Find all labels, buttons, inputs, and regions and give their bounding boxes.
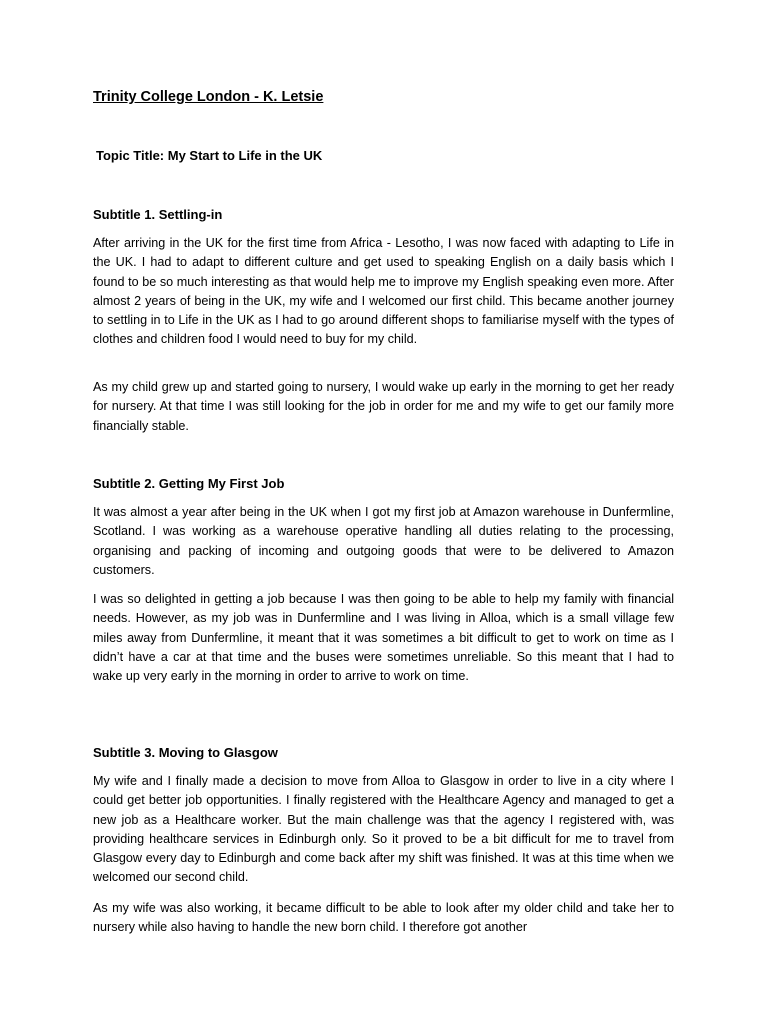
section-2-paragraph-1: It was almost a year after being in the UK when I got my first job at Amazon warehouse in Dunfermline, Scotland. I was working as a warehouse operative handling all duties relating to the processing, organising and packing of incoming and outgoing goods that were to be delivered to Amazon customers. (93, 505, 674, 577)
topic-title: Topic Title: My Start to Life in the UK (96, 148, 323, 163)
document-header: Trinity College London - K. Letsie (93, 89, 324, 105)
section-1-subtitle: Subtitle 1. Settling-in (93, 207, 223, 222)
section-3-subtitle: Subtitle 3. Moving to Glasgow (93, 745, 278, 760)
section-1-paragraph-1: After arriving in the UK for the first time from Africa - Lesotho, I was now faced with adapting to Life in the UK. I had to adapt to different culture and get used to speaking English on a daily basis which I found to be so much interesting as that would help me to improve my English speaking even more. After almost 2 years of being in the UK, my wife and I welcomed our first child. This became another journey to settling in to Life in the UK as I had to go around different shops to familiarise myself with the types of clothes and children food I would need to buy for my child. (93, 236, 674, 347)
section-2-paragraph-2: I was so delighted in getting a job because I was then going to be able to help my family with financial needs. However, as my job was in Dunfermline and I was living in Alloa, which is a small village few miles away from Dunfermline, it meant that it was sometimes a bit difficult to get to work on time as I didn’t have a car at that time and the buses were sometimes unreliable. So this meant that I had to wake up very early in the morning in order to arrive to work on time. (93, 592, 674, 684)
section-2-subtitle: Subtitle 2. Getting My First Job (93, 476, 285, 491)
section-3-paragraph-1: My wife and I finally made a decision to move from Alloa to Glasgow in order to live in a city where I could get better job opportunities. I finally registered with the Healthcare Agency and managed to get a new job as a Healthcare worker. But the main challenge was that the agency I registered with, was providing healthcare services in Edinburgh only. So it proved to be a bit difficult for me to travel from Glasgow every day to Edinburgh and come back after my shift was finished. It was at this time when we welcomed our second child. (93, 774, 674, 885)
section-1-paragraph-2: As my child grew up and started going to nursery, I would wake up early in the morning to get her ready for nursery. At that time I was still looking for the job in order for me and my wife to get our family more financially stable. (93, 380, 674, 433)
section-3-paragraph-2: As my wife was also working, it became difficult to be able to look after my older child and take her to nursery while also having to handle the new born child. I therefore got another (93, 901, 674, 935)
